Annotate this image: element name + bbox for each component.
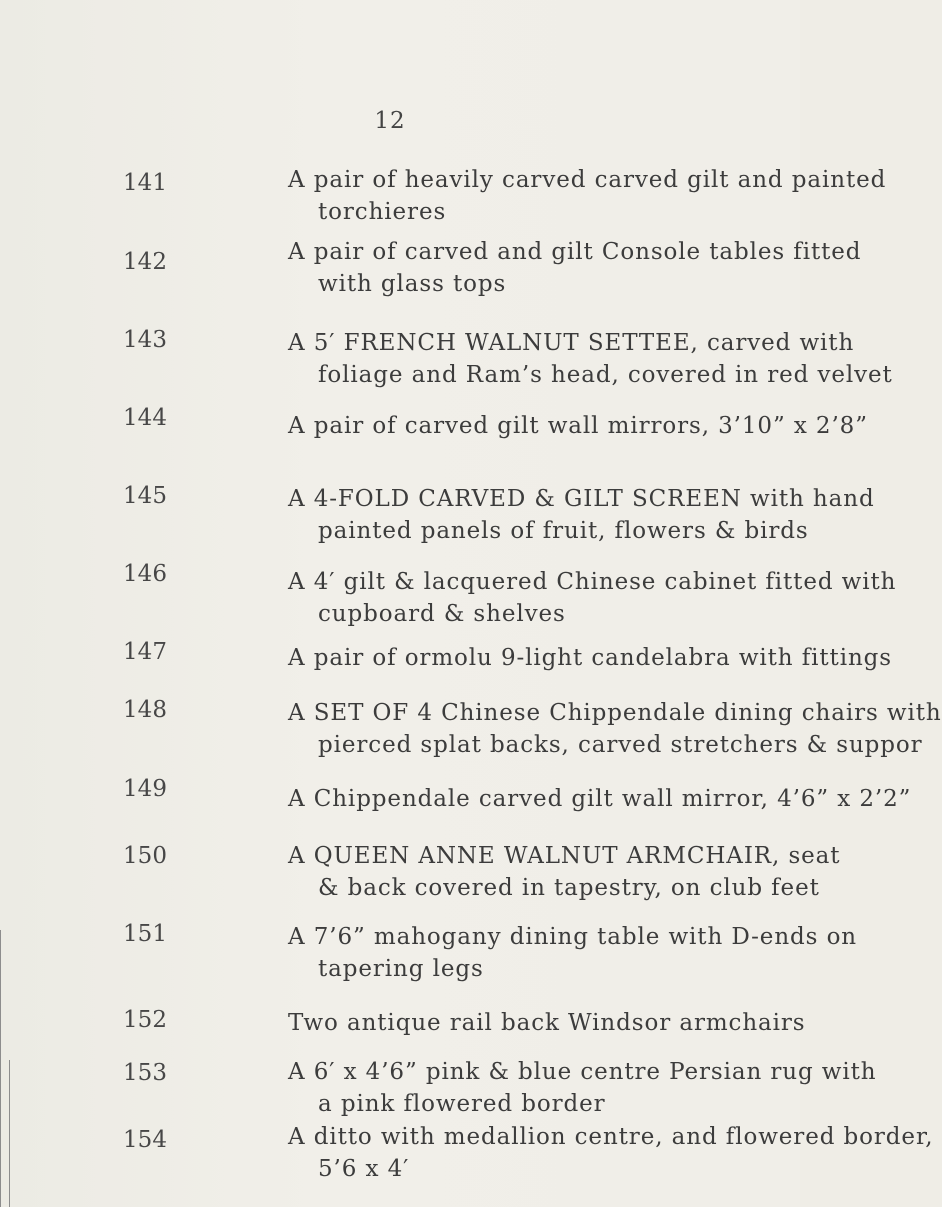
lot-number: 145: [123, 483, 167, 509]
lot-description: [288, 1056, 877, 1120]
lot-description: [288, 1007, 806, 1039]
lot-description-line: pierced splat backs, carved stretchers & suppor: [318, 732, 923, 758]
lot-number: 149: [123, 776, 167, 802]
lot-description: [288, 566, 897, 630]
lot-description-line: Two antique rail back Windsor armchairs: [288, 1010, 806, 1036]
lot-description-line: foliage and Ram’s head, covered in red velvet: [318, 362, 893, 388]
lot-description-line: A 4′ gilt & lacquered Chinese cabinet fitted with: [288, 569, 897, 595]
binding-edge: [0, 930, 1, 1207]
lot-description-line: A pair of heavily carved carved gilt and painted: [288, 167, 887, 193]
lot-description: [288, 840, 841, 904]
lot-description-line: A 6′ x 4’6” pink & blue centre Persian rug with: [288, 1059, 877, 1085]
lot-description: [288, 697, 942, 761]
lot-description-line: A pair of carved gilt wall mirrors, 3’10” x 2’8”: [288, 413, 868, 439]
lot-description: [288, 483, 875, 547]
lot-description: [288, 236, 862, 300]
lot-description-line: A ditto with medallion centre, and flowered border,: [288, 1124, 934, 1150]
lot-description-line: cupboard & shelves: [318, 601, 566, 627]
lot-description-line: A QUEEN ANNE WALNUT ARMCHAIR, seat: [288, 843, 841, 869]
lot-description: [288, 410, 868, 442]
lot-number: 143: [123, 327, 167, 353]
lot-description: [288, 327, 893, 391]
lot-number: 142: [123, 249, 167, 275]
lot-number: 152: [123, 1007, 167, 1033]
lot-number: 144: [123, 405, 167, 431]
lot-description-line: A 7’6” mahogany dining table with D-ends on: [288, 924, 858, 950]
lot-description: [288, 783, 912, 815]
lot-description-line: A 5′ FRENCH WALNUT SETTEE, carved with: [288, 330, 855, 356]
lot-description: [288, 164, 887, 228]
lot-number: 148: [123, 697, 167, 723]
lot-description-line: torchieres: [318, 199, 447, 225]
lot-description-line: A pair of carved and gilt Console tables fitted: [288, 239, 862, 265]
lot-description-line: A Chippendale carved gilt wall mirror, 4’6” x 2’2”: [288, 786, 912, 812]
page-number: 12: [374, 108, 406, 134]
lot-number: 151: [123, 921, 167, 947]
lot-description-line: with glass tops: [318, 271, 507, 297]
lot-number: 141: [123, 170, 167, 196]
lot-number: 153: [123, 1060, 167, 1086]
lot-number: 150: [123, 843, 167, 869]
lot-description: [288, 921, 858, 985]
binding-edge: [9, 1060, 10, 1207]
lot-number: 147: [123, 639, 167, 665]
lot-description-line: painted panels of fruit, flowers & birds: [318, 518, 809, 544]
lot-description-line: tapering legs: [318, 956, 484, 982]
lot-description-line: a pink flowered border: [318, 1091, 606, 1117]
lot-description-line: A pair of ormolu 9-light candelabra with fittings: [288, 645, 892, 671]
lot-description-line: 5’6 x 4′: [318, 1156, 410, 1182]
lot-description: [288, 1121, 934, 1185]
lot-description-line: A SET OF 4 Chinese Chippendale dining chairs with: [288, 700, 942, 726]
lot-number: 146: [123, 561, 167, 587]
lot-number: 154: [123, 1127, 167, 1153]
lot-description-line: A 4-FOLD CARVED & GILT SCREEN with hand: [288, 486, 875, 512]
lot-description: [288, 642, 892, 674]
lot-description-line: & back covered in tapestry, on club feet: [318, 875, 820, 901]
